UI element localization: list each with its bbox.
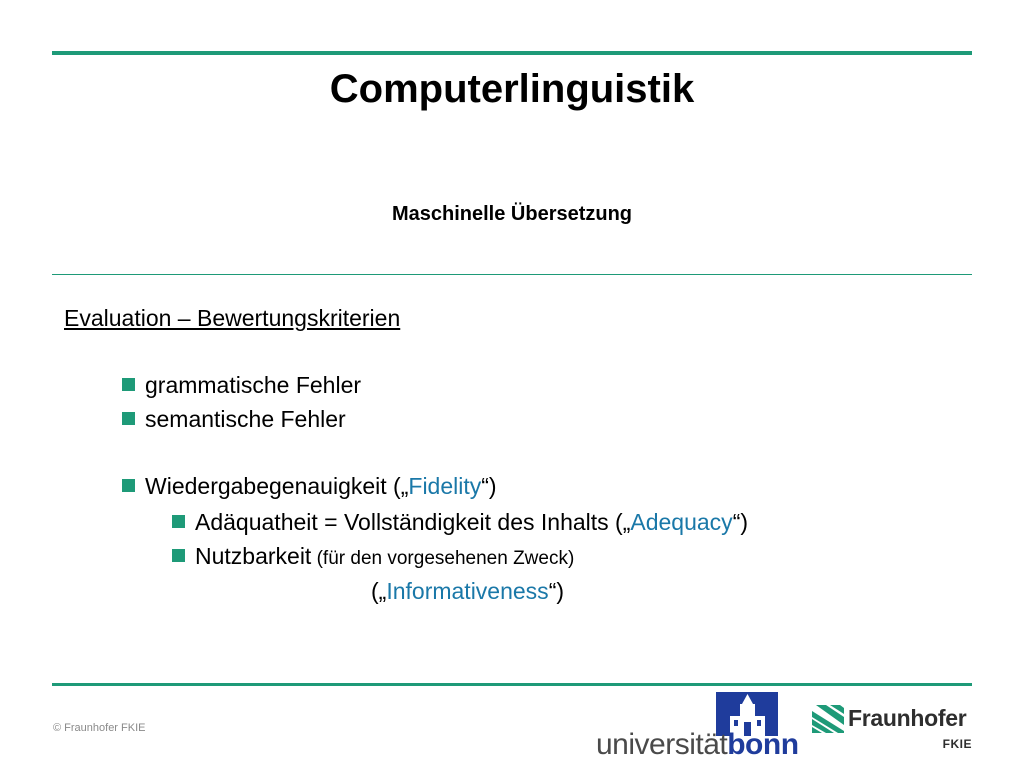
sub-list-item bbox=[172, 541, 574, 574]
sub-list-item-suffix: “) bbox=[732, 509, 749, 535]
sub-list-item-text: Nutzbarkeit bbox=[195, 543, 312, 569]
list-item-text: grammatische Fehler bbox=[145, 372, 362, 398]
square-bullet-icon bbox=[172, 515, 185, 528]
continuation-prefix: („ bbox=[371, 578, 387, 604]
sub-list-item-continuation bbox=[371, 576, 564, 606]
english-term: Adequacy bbox=[630, 509, 733, 535]
english-term: Fidelity bbox=[408, 473, 482, 499]
slide-title: Computerlinguistik bbox=[329, 67, 695, 111]
list-item-suffix: “) bbox=[481, 473, 497, 499]
list-item-text: semantische Fehler bbox=[145, 406, 346, 432]
fraunhofer-institute: FKIE bbox=[942, 737, 972, 751]
english-term: Informativeness bbox=[386, 578, 549, 604]
fraunhofer-logo bbox=[812, 703, 977, 758]
top-divider bbox=[52, 51, 972, 55]
square-bullet-icon bbox=[122, 378, 135, 391]
sub-list-item-note: (für den vorgesehenen Zweck) bbox=[311, 548, 575, 569]
sub-list-item bbox=[172, 507, 748, 537]
sub-list-item-prefix: Adäquatheit = Vollständigkeit des Inhalts („ bbox=[195, 509, 631, 535]
bottom-divider bbox=[52, 683, 972, 686]
slide-subtitle: Maschinelle Übersetzung bbox=[391, 203, 633, 225]
bonn-wordmark: universitätbonn bbox=[596, 728, 799, 761]
continuation-suffix: “) bbox=[548, 578, 565, 604]
square-bullet-icon bbox=[122, 479, 135, 492]
copyright-notice: © Fraunhofer FKIE bbox=[53, 722, 146, 734]
square-bullet-icon bbox=[172, 549, 185, 562]
section-heading: Evaluation – Bewertungskriterien bbox=[64, 305, 401, 331]
fraunhofer-stripes-icon bbox=[812, 705, 844, 733]
list-item-prefix: Wiedergabegenauigkeit („ bbox=[145, 473, 409, 499]
university-bonn-logo bbox=[596, 692, 799, 762]
middle-divider bbox=[52, 274, 972, 275]
fraunhofer-name: Fraunhofer bbox=[848, 705, 967, 731]
list-item bbox=[122, 404, 346, 434]
list-item bbox=[122, 471, 497, 501]
list-item bbox=[122, 370, 361, 400]
square-bullet-icon bbox=[122, 412, 135, 425]
